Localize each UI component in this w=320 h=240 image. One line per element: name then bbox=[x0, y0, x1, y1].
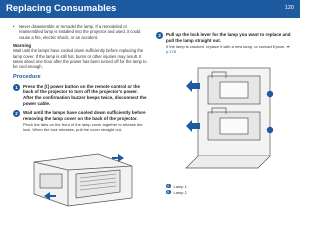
page-reference-link[interactable]: ➡ p.178 bbox=[166, 44, 290, 55]
intro-bullet-text: Never disassemble or remodel the lamp. If a remodeled or reassembled lamp is installed into the projector and used, it could cause a fire, electric shock, or an accident. bbox=[19, 24, 141, 40]
header-bar bbox=[0, 0, 300, 18]
legend-key: A bbox=[167, 184, 170, 188]
step-number: 1 bbox=[13, 84, 20, 91]
right-column bbox=[156, 24, 292, 54]
step-text: Press the [t] power button on the remote control or the back of the projector to turn off the projector's power. After the confirmation buzzer beeps twice, disconnect the power cable. bbox=[23, 83, 147, 106]
lamp-cover-illustration bbox=[28, 152, 136, 208]
procedure-title: Procedure bbox=[13, 73, 41, 80]
lamp-removal-illustration bbox=[176, 64, 282, 179]
step-text: Wait until the lamps have cooled down sufficiently before removing the lamp cover on the back of the projector. bbox=[23, 110, 146, 121]
legend-label: Lamp 2 bbox=[173, 189, 187, 195]
arrow-icon: ➡ bbox=[286, 44, 290, 50]
warning-text: Wait until the lamps have cooled down sufficiently before replacing the lamp cover. If the lamp is still hot, burns or other injuries may result. It takes about one hour after the power has been turned off for the lamp to be cool enough. bbox=[13, 48, 147, 70]
warning-title: Warning bbox=[13, 43, 32, 49]
legend-label: Lamp 1 bbox=[173, 183, 187, 189]
legend-item bbox=[166, 189, 187, 195]
left-column bbox=[13, 24, 149, 132]
legend-key: B bbox=[167, 190, 170, 194]
step-number: 3 bbox=[156, 32, 163, 39]
step-note: Pinch the tabs on the front of the lamp cover together to release the lock. When the lock releases, pull the cover straight out. bbox=[23, 122, 143, 133]
step-text: Pull up the lock lever for the lamp you want to replace and pull the lamp straight out. bbox=[166, 32, 291, 43]
step-3 bbox=[156, 32, 292, 54]
bullet-icon: • bbox=[13, 24, 15, 29]
figure-legend bbox=[166, 183, 187, 195]
step-2 bbox=[13, 110, 149, 132]
step-note-text: If the lamp is cracked, replace it with a new lamp, or contact Epson. bbox=[166, 44, 286, 50]
step-number: 2 bbox=[13, 110, 20, 117]
step-note bbox=[166, 44, 292, 54]
step-1 bbox=[13, 84, 149, 106]
page-title: Replacing Consumables bbox=[6, 3, 117, 14]
intro-bullet bbox=[13, 24, 149, 40]
page-number: 120 bbox=[284, 5, 294, 11]
